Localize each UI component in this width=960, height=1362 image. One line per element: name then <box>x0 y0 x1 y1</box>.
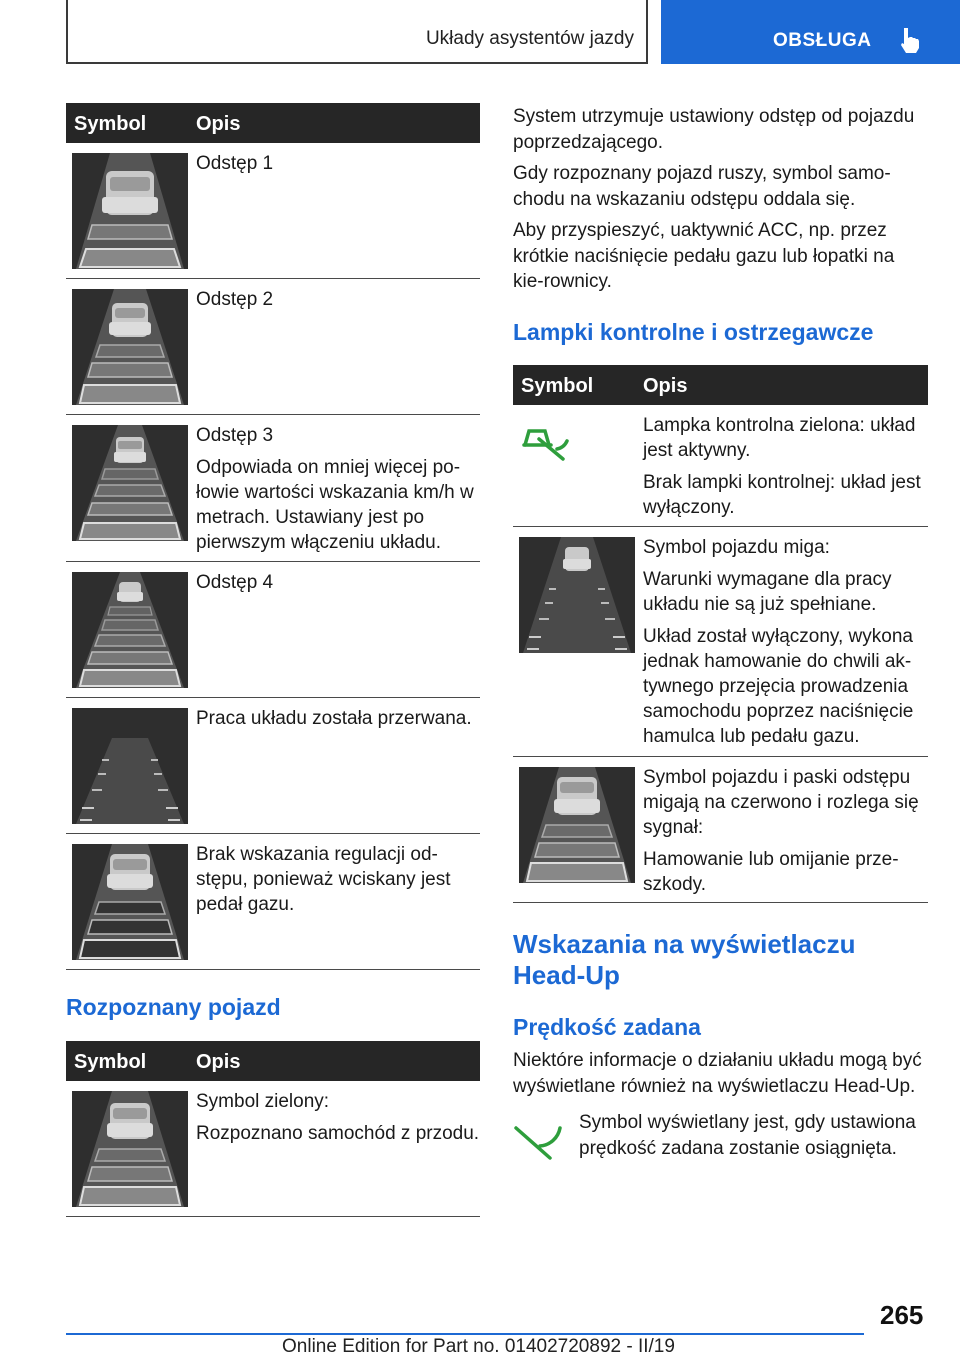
chapter-tab[interactable] <box>661 0 960 64</box>
row-description: Symbol pojazdu i paski odstępu migają na czerwono i rozlega się sygnał: Hamowanie lub omijanie prze-szkody. <box>643 767 919 895</box>
col-description: Opis <box>196 1051 241 1073</box>
table-row <box>66 562 480 698</box>
vehicle-detected-display <box>72 1091 188 1207</box>
distance-table <box>66 103 480 970</box>
set-speed-subheading: Prędkość zadana <box>513 1014 701 1040</box>
section-title: Układy asystentów jazdy <box>425 28 634 49</box>
page-number: 265 <box>880 1300 924 1330</box>
row-description: Odstęp 1 <box>196 153 274 174</box>
row-description: Brak wskazania regulacji od-stępu, ponieważ wciskany jest pedał gazu. <box>196 844 451 915</box>
set-speed-icon-text: Symbol wyświetlany jest, gdy ustawiona prędkość zadana zostanie osiągnięta. <box>579 1112 916 1159</box>
table-header <box>513 365 928 405</box>
intro-text: System utrzymuje ustawiony odstęp od pojazdu poprzedzającego. Gdy rozpoznany pojazd ruszy, symbol samo-chodu na wskazaniu odstępu oddala się. Aby przyspieszyć, uaktywnić ACC, np. przez krótkie naciśnięcie pedału gazu lub łopatki na kie-rownicy. <box>513 106 915 292</box>
table-row <box>66 415 480 562</box>
row-description: Lampka kontrolna zielona: układ jest aktywny. Brak lampki kontrolnej: układ jest wyłączony. <box>643 415 921 518</box>
chapter-title: OBSŁUGA <box>773 30 872 51</box>
col-symbol: Symbol <box>74 113 147 135</box>
row-description: Odstęp 3 Odpowiada on mniej więcej po-łowie wartości wskazania km/h w metrach. Ustawiany jest po pierwszym włączeniu układu. <box>196 425 474 553</box>
table-row <box>66 279 480 415</box>
recognized-vehicle-table <box>66 1041 480 1217</box>
distance-3-display <box>72 425 188 541</box>
row-description: Praca układu została przerwana. <box>196 708 472 729</box>
distance-4-display <box>72 572 188 688</box>
col-symbol: Symbol <box>521 375 594 397</box>
table-row <box>66 143 480 279</box>
lamps-heading: Lampki kontrolne i ostrzegawcze <box>513 319 874 345</box>
table-row <box>513 405 928 527</box>
row-description: Odstęp 4 <box>196 572 274 593</box>
distance-1-display <box>72 153 188 269</box>
col-description: Opis <box>196 113 241 135</box>
col-symbol: Symbol <box>74 1051 147 1073</box>
table-header <box>66 103 480 143</box>
acc-indicator-icon <box>521 419 581 463</box>
footer-divider <box>66 1333 864 1335</box>
hud-heading: Wskazania na wyświetlaczu Head-Up <box>513 929 856 990</box>
accelerator-pressed-display <box>72 844 188 960</box>
vehicle-bars-red-display <box>519 767 635 883</box>
table-row <box>66 698 480 834</box>
hud-text: Niektóre informacje o działaniu układu mogą być wyświetlane również na wyświetlaczu Head-Up. <box>513 1050 922 1097</box>
recognized-vehicle-heading: Rozpoznany pojazd <box>66 994 281 1020</box>
edition-note: Online Edition for Part no. 01402720892 - II/19 <box>282 1336 675 1357</box>
vehicle-flashing-display <box>519 537 635 653</box>
table-row <box>513 757 928 903</box>
table-row <box>513 527 928 757</box>
pointing-hand-icon <box>899 26 921 54</box>
table-row <box>66 834 480 970</box>
header-section-box <box>66 0 648 64</box>
row-description: Symbol pojazdu miga: Warunki wymagane dla pracy układu nie są już spełniane. Układ został wyłączony, wykona jednak hamowanie do chwili ak-tywnego przejęcia prowadzenia samochodu poprzez naciśnięcie hamulca lub pedału gazu. <box>643 537 914 747</box>
lamps-table <box>513 365 928 903</box>
row-description: Symbol zielony: Rozpoznano samochód z przodu. <box>196 1091 480 1144</box>
table-row <box>66 1081 480 1217</box>
row-description: Odstęp 2 <box>196 289 274 310</box>
system-interrupted-display <box>72 708 188 824</box>
distance-2-display <box>72 289 188 405</box>
table-header <box>66 1041 480 1081</box>
set-speed-reached-icon <box>512 1114 572 1164</box>
col-description: Opis <box>643 375 688 397</box>
